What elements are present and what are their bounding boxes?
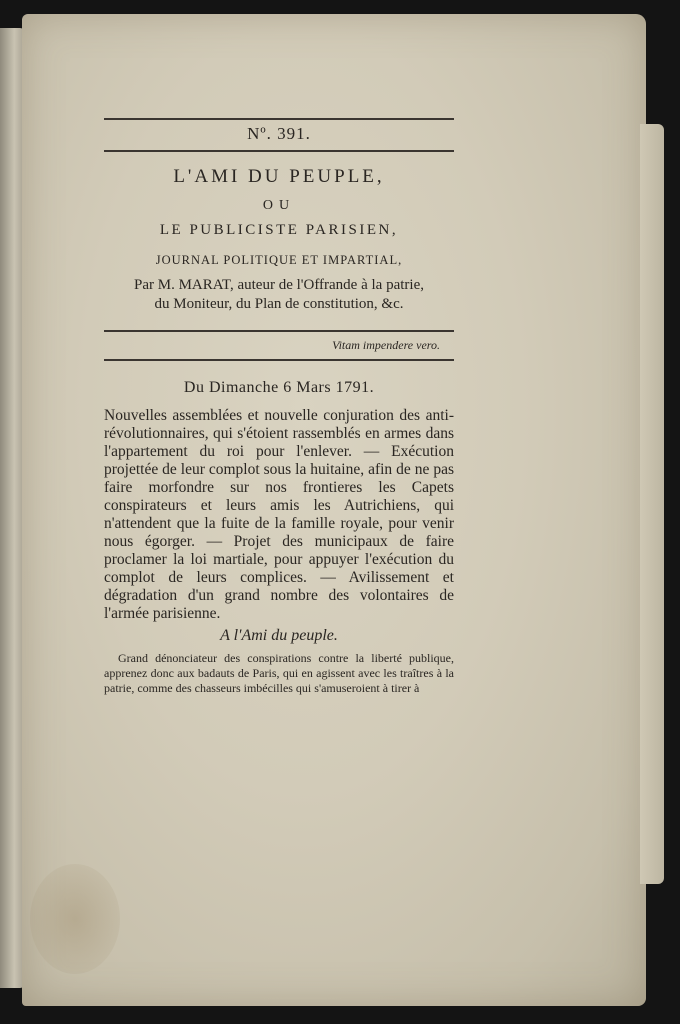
top-rule [104,118,454,120]
motto-bottom-rule [104,359,454,361]
paper-stain [30,864,120,974]
motto-top-rule [104,330,454,332]
newspaper-title: L'AMI DU PEUPLE, [173,166,385,187]
issue-summary: Nouvelles assemblées et nouvelle conjuration des anti-révolutionnaires, qui s'étoient rassemblés en armes dans l'appartement du roi pour l'enlever. — Exécution projettée de leur complot sous la huitaine, afin de ne pas faire morfondre sur nos frontieres les Capets conspirateurs et leurs amis les Autrichiens, qui n'attendent que la fuite de la famille royale, pour venir nous égorger. — Projet des municipaux de faire proclamer la loi martiale, pour appuyer l'exécution du complot de leurs complices. — Avilissement et dégradation d'un grand nombre des volontaires de l'armée parisienne. [104,407,454,622]
issue-date: Du Dimanche 6 Mars 1791. [183,379,375,396]
motto: Vitam impendere vero. [332,338,440,352]
journal-description: JOURNAL POLITIQUE ET IMPARTIAL, [155,253,403,267]
letter-body: Grand dénonciateur des conspirations contre la liberté publique, apprenez donc aux badauts de Paris, qui en agissent avec les traîtres à la patrie, comme des chasseurs imbécilles qui s'amuseroient à tirer à [104,651,454,695]
page-fold-edge [640,124,664,884]
author-line-1: Par M. MARAT, auteur de l'Offrande à la patrie, [134,277,424,293]
issue-rule [104,150,454,152]
issue-number: Nº. 391. [247,124,311,143]
adjacent-page-edge [0,28,24,988]
letter-heading: A l'Ami du peuple. [220,627,338,644]
newspaper-column [104,118,454,696]
title-connector: OU [262,198,296,213]
newspaper-subtitle: LE PUBLICISTE PARISIEN, [159,222,399,238]
author-line-2: du Moniteur, du Plan de constitution, &c. [154,296,404,312]
